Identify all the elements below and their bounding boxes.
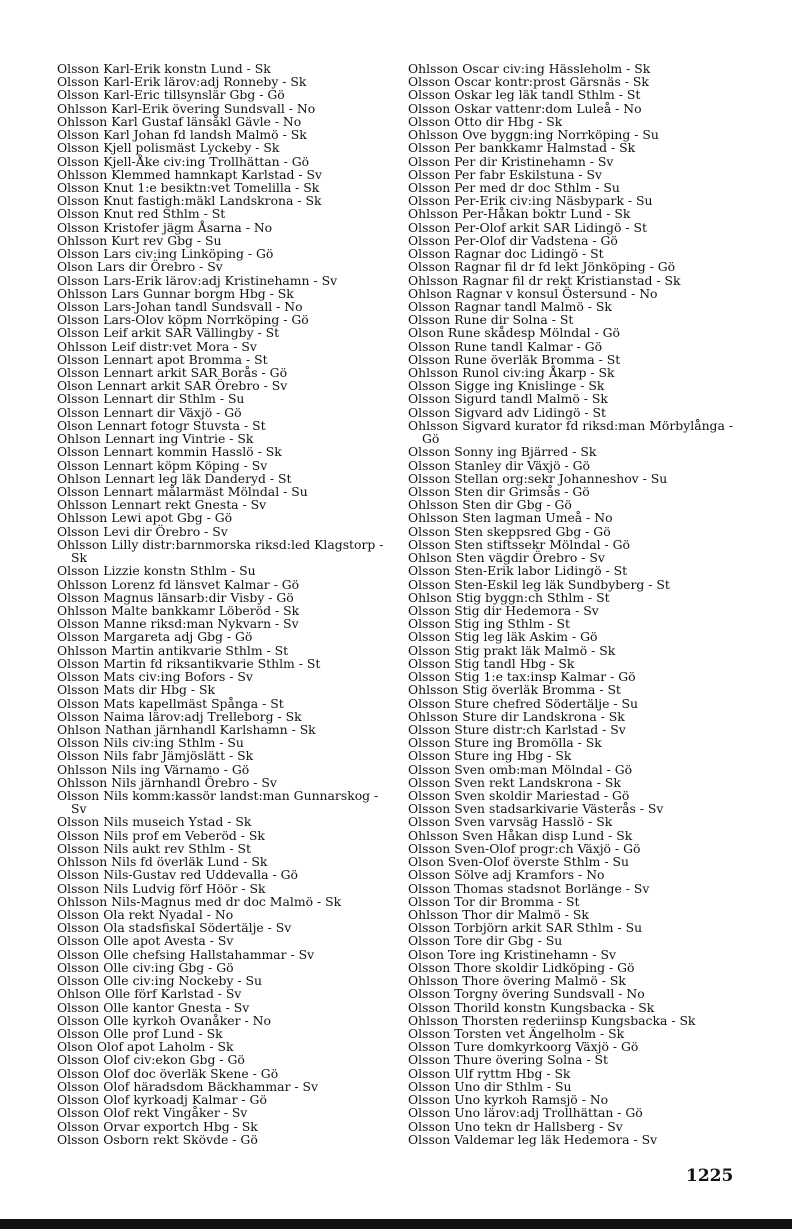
directory-entry: Ohlsson Martin antikvarie Sthlm - St [57,642,289,658]
directory-entry: Olsson Kjell polismäst Lyckeby - Sk [57,140,280,156]
directory-entry: Ohlsson Lilly distr:barnmorska riksd:led Klagstorp - Sk [57,536,384,566]
directory-entry: Olsson Stig 1:e tax:insp Kalmar - Gö [408,669,636,685]
directory-entry: Olsson Ulf ryttm Hbg - Sk [408,1065,571,1081]
directory-entry: Olsson Lars-Erik lärov:adj Kristinehamn - Sv [57,272,338,288]
directory-entry: Olsson Olle civ:ing Nockeby - Su [57,973,263,989]
directory-entry: Ohlsson Lewi apot Gbg - Gö [57,510,233,526]
directory-entry: Olsson Lars-Olov köpm Norrköping - Gö [57,312,309,328]
directory-entry: Olsson Ragnar tandl Malmö - Sk [408,298,612,314]
directory-entry: Olsson Olof doc överläk Skene - Gö [57,1065,279,1081]
directory-entry: Ohlsson Sture dir Landskrona - Sk [408,708,625,724]
directory-entry: Olsson Nils museich Ystad - Sk [57,814,252,830]
directory-entry: Olsson Sture ing Bromölla - Sk [408,735,602,751]
directory-entry: Olsson Oskar vattenr:dom Luleå - No [408,100,642,116]
directory-entry: Olsson Valdemar leg läk Hedemora - Sv [408,1131,658,1147]
directory-entry: Olsson Nils fabr Jämjöslätt - Sk [57,748,254,764]
directory-entry: Olsson Kristofer jägm Åsarna - No [57,219,273,235]
directory-entry: Olsson Otto dir Hbg - Sk [408,113,563,129]
directory-entry: Olsson Sten skeppsred Gbg - Gö [408,523,611,539]
directory-entry: Olsson Olle chefsing Hallstahammar - Sv [57,946,315,962]
directory-entry: Olsson Stig dir Hedemora - Sv [408,602,599,618]
directory-entry: Olsson Olle civ:ing Gbg - Gö [57,959,234,975]
directory-entry: Ohlsson Sven Håkan disp Lund - Sk [408,827,633,843]
directory-entry: Olsson Stig tandl Hbg - Sk [408,655,575,671]
directory-entry: Olsson Olle kyrkoh Ovanåker - No [57,1012,271,1028]
directory-entry: Olsson Olle apot Avesta - Sv [57,933,234,949]
directory-entry: Olsson Karl Johan fd landsh Malmö - Sk [57,127,307,143]
directory-entry: Olsson Ragnar doc Lidingö - St [408,246,604,262]
directory-entry: Olsson Nils Ludvig förf Höör - Sk [57,880,266,896]
directory-entry: Olsson Sture chefred Södertälje - Su [408,695,638,711]
directory-entry: Olsson Sten-Erik labor Lidingö - St [408,563,628,579]
directory-entry: Ohlsson Kurt rev Gbg - Su [57,232,222,248]
directory-entry: Olsson Orvar exportch Hbg - Sk [57,1118,258,1134]
directory-entry: Olsson Olof kyrkoadj Kalmar - Gö [57,1092,267,1108]
directory-entry: Olsson Oskar leg läk tandl Sthlm - St [408,87,641,103]
directory-entry: Ohlsson Leif distr:vet Mora - Sv [57,338,257,354]
directory-entry: Olsson Tor dir Bromma - St [408,893,580,909]
directory-entry: Olson Sven-Olof överste Sthlm - Su [408,854,629,870]
directory-entry: Olsson Knut red Sthlm - St [57,206,226,222]
directory-entry: Olsson Olle prof Lund - Sk [57,1025,223,1041]
directory-entry: Olsson Sven rekt Landskrona - Sk [408,774,621,790]
directory-entry: Olsson Per med dr doc Sthlm - Su [408,179,620,195]
directory-entry: Olsson Sven varvsäg Hasslö - Sk [408,814,613,830]
directory-entry: Olsson Lennart dir Växjö - Gö [57,404,242,420]
directory-entry: Olsson Naima lärov:adj Trelleborg - Sk [57,708,302,724]
directory-entry: Olsson Sigurd tandl Malmö - Sk [408,391,608,407]
directory-entry: Olsson Sigge ing Knislinge - Sk [408,378,605,394]
directory-entry: Olsson Olof rekt Vingåker - Sv [57,1105,248,1121]
bottom-rule [0,1219,792,1229]
directory-entry: Olsson Ola stadsfiskal Södertälje - Sv [57,920,292,936]
directory-entry: Olsson Stig leg läk Askim - Gö [408,629,598,645]
directory-entry: Ohlsson Oscar civ:ing Hässleholm - Sk [408,61,651,76]
directory-entry: Olsson Thomas stadsnot Borlänge - Sv [408,880,650,896]
directory-entry: Olsson Per-Olof arkit SAR Lidingö - St [408,219,647,235]
directory-entry: Olsson Olle kantor Gnesta - Sv [57,999,250,1015]
directory-entry: Olsson Oscar kontr:prost Gärsnäs - Sk [408,74,649,90]
directory-entry: Ohlsson Lorenz fd länsvet Kalmar - Gö [57,576,300,592]
directory-entry: Ohlsson Thorsten rederiinsp Kungsbacka - Sk [408,1012,696,1028]
directory-entry: Olsson Karl-Erik lärov:adj Ronneby - Sk [57,74,307,90]
directory-entry: Olson Lars dir Örebro - Sv [57,259,223,275]
directory-entry: Olson Tore ing Kristinehamn - Sv [408,946,617,962]
directory-entry: Olsson Stellan org:sekr Johanneshov - Su [408,470,668,486]
directory-entry: Ohlsson Karl Gustaf länsåkl Gävle - No [57,113,302,129]
directory-entry: Olsson Martin fd riksantikvarie Sthlm - St [57,655,321,671]
directory-entry: Olsson Torbjörn arkit SAR Sthlm - Su [408,920,643,936]
directory-entry: Olsson Nils civ:ing Sthlm - Su [57,735,244,751]
directory-entry: Olson Rune skådesp Mölndal - Gö [408,325,620,341]
directory-entry: Ohlson Ragnar v konsul Östersund - No [408,285,658,301]
directory-entry: Olsson Uno dir Sthlm - Su [408,1078,572,1094]
directory-entry: Olsson Sture ing Hbg - Sk [408,748,572,764]
directory-entry: Ohlson Stig byggn:ch Sthlm - St [408,589,610,605]
directory-entry: Ohlsson Ove byggn:ing Norrköping - Su [408,127,659,143]
directory-entry: Ohlson Olle förf Karlstad - Sv [57,986,242,1002]
directory-entry: Olsson Knut fastigh:mäkl Landskrona - Sk [57,193,322,209]
directory-entry: Olsson Stig ing Sthlm - St [408,616,571,632]
directory-entry: Olsson Rune överläk Bromma - St [408,351,621,367]
directory-entry: Olson Olof apot Laholm - Sk [57,1039,234,1055]
directory-entry: Ohlson Nathan järnhandl Karlshamn - Sk [57,721,316,737]
directory-entry: Ohlsson Lars Gunnar borgm Hbg - Sk [57,285,294,301]
directory-entry: Olsson Nils komm:kassör landst:man Gunnarskog - Sv [57,788,379,817]
directory-entry: Olsson Kjell-Åke civ:ing Trollhättan - Gö [57,153,310,169]
directory-entry: Olsson Sven omb:man Mölndal - Gö [408,761,633,777]
directory-entry: Olsson Uno lärov:adj Trollhättan - Gö [408,1105,643,1121]
directory-entry: Olsson Ture domkyrkoorg Växjö - Gö [408,1039,639,1055]
directory-entry: Ohlsson Nils järnhandl Örebro - Sv [57,774,277,790]
directory-entry: Olsson Levi dir Örebro - Sv [57,523,228,539]
directory-entry: Ohlsson Sten dir Gbg - Gö [408,497,572,513]
directory-entry: Olsson Lennart apot Bromma - St [57,351,268,367]
directory-entry: Olsson Olof häradsdom Bäckhammar - Sv [57,1078,319,1094]
directory-entry: Ohlsson Sten lagman Umeå - No [408,510,613,526]
directory-entry: Olsson Per dir Kristinehamn - Sv [408,153,614,169]
directory-entry: Olsson Leif arkit SAR Vällingby - St [57,325,280,341]
directory-entry: Olsson Margareta adj Gbg - Gö [57,629,253,645]
directory-entry: Olsson Uno kyrkoh Ramsjö - No [408,1092,609,1108]
directory-entry: Olsson Lennart dir Sthlm - Su [57,391,245,407]
directory-entry: Olsson Rune tandl Kalmar - Gö [408,338,603,354]
directory-entry: Olsson Lennart kommin Hasslö - Sk [57,444,282,460]
directory-entry: Olsson Lars civ:ing Linköping - Gö [57,246,274,262]
directory-entry: Ohlsson Nils ing Värnamo - Gö [57,761,250,777]
directory-entry: Ohlsson Sigvard kurator fd riksd:man Mörbylånga - Gö [408,417,734,447]
directory-entry: Olsson Stanley dir Växjö - Gö [408,457,590,473]
directory-entry: Olsson Thorild konstn Kungsbacka - Sk [408,999,655,1015]
directory-entry: Olson Lennart fotogr Stuvsta - St [57,417,266,433]
directory-entry: Olsson Karl-Eric tillsynslär Gbg - Gö [57,87,285,103]
directory-entry: Olson Lennart arkit SAR Örebro - Sv [57,378,288,394]
directory-entry: Olsson Olof civ:ekon Gbg - Gö [57,1052,245,1068]
directory-entry: Olsson Nils prof em Veberöd - Sk [57,827,265,843]
page-number: 1225 [686,1166,734,1186]
directory-entry: Olsson Sölve adj Kramfors - No [408,867,605,883]
directory-entry: Ohlsson Klemmed hamnkapt Karlstad - Sv [57,166,323,182]
directory-entry: Olsson Sonny ing Bjärred - Sk [408,444,597,460]
directory-entry: Olsson Mats kapellmäst Spånga - St [57,695,284,711]
directory-entry: Olsson Ola rekt Nyadal - No [57,907,234,922]
directory-entry: Olsson Sture distr:ch Karlstad - Sv [408,721,626,737]
directory-entry: Olsson Per fabr Eskilstuna - Sv [408,166,603,182]
left-column [57,62,397,1146]
directory-entry: Olsson Lizzie konstn Sthlm - Su [57,563,256,579]
directory-entry: Olsson Nils-Gustav red Uddevalla - Gö [57,867,298,883]
directory-entry: Olsson Lennart arkit SAR Borås - Gö [57,365,288,381]
directory-entry: Olsson Magnus länsarb:dir Visby - Gö [57,589,294,605]
directory-entry: Olsson Sven-Olof progr:ch Växjö - Gö [408,840,641,856]
directory-entry: Olsson Per bankkamr Halmstad - Sk [408,140,636,156]
directory-entry: Ohlsson Lennart rekt Gnesta - Sv [57,497,267,513]
directory-entry: Ohlsson Malte bankkamr Löberöd - Sk [57,602,300,618]
directory-entry: Olsson Sten-Eskil leg läk Sundbyberg - St [408,576,670,592]
directory-entry: Olsson Stig prakt läk Malmö - Sk [408,642,616,658]
directory-entry: Ohlsson Karl-Erik övering Sundsvall - No [57,100,316,116]
directory-entry: Olsson Lars-Johan tandl Sundsvall - No [57,298,303,314]
directory-entry: Ohlsson Stig överläk Bromma - St [408,682,621,698]
directory-entry: Olsson Lennart målarmäst Mölndal - Su [57,484,308,499]
directory-entry: Olsson Sten stiftssekr Mölndal - Gö [408,536,631,552]
directory-entry: Olsson Manne riksd:man Nykvarn - Sv [57,616,299,632]
directory-entry: Ohlson Sten vägdir Örebro - Sv [408,550,605,566]
directory-entry: Olsson Osborn rekt Skövde - Gö [57,1131,258,1147]
directory-entry: Olsson Ragnar fil dr fd lekt Jönköping - Gö [408,259,676,275]
right-column [408,62,746,1146]
directory-entry: Olsson Thore skoldir Lidköping - Gö [408,959,635,975]
directory-entry: Olsson Uno tekn dr Hallsberg - Sv [408,1118,623,1134]
directory-entry: Ohlsson Nils-Magnus med dr doc Malmö - Sk [57,893,342,909]
directory-entry: Ohlson Lennart leg läk Danderyd - St [57,470,292,486]
directory-entry: Olsson Sten dir Grimsås - Gö [408,484,590,499]
directory-entry: Ohlsson Ragnar fil dr rekt Kristianstad - Sk [408,272,681,288]
directory-entry: Olsson Rune dir Solna - St [408,312,574,328]
directory-entry: Olsson Torsten vet Ängelholm - Sk [408,1025,625,1041]
directory-entry: Olsson Mats dir Hbg - Sk [57,682,216,698]
directory-entry: Olsson Lennart köpm Köping - Sv [57,457,268,473]
directory-entry: Olsson Sven skoldir Mariestad - Gö [408,788,630,804]
directory-entry: Olsson Tore dir Gbg - Su [408,933,563,949]
directory-entry: Olsson Karl-Erik konstn Lund - Sk [57,61,271,76]
directory-entry: Ohlsson Nils fd överläk Lund - Sk [57,854,268,870]
directory-entry: Ohlsson Runol civ:ing Åkarp - Sk [408,365,615,381]
directory-entry: Olsson Sven stadsarkivarie Västerås - Sv [408,801,664,817]
directory-entry: Olsson Thure övering Solna - St [408,1052,608,1068]
directory-entry: Olsson Per-Olof dir Vadstena - Gö [408,232,618,248]
directory-entry: Olsson Knut 1:e besiktn:vet Tomelilla - Sk [57,179,320,195]
directory-entry: Olsson Torgny övering Sundsvall - No [408,986,645,1002]
directory-entry: Olsson Sigvard adv Lidingö - St [408,404,607,420]
directory-entry: Ohlsson Per-Håkan boktr Lund - Sk [408,206,631,222]
directory-entry: Ohlson Lennart ing Vintrie - Sk [57,431,254,447]
directory-entry: Ohlsson Thor dir Malmö - Sk [408,907,589,922]
directory-entry: Olsson Per-Erik civ:ing Näsbypark - Su [408,193,653,209]
directory-entry: Ohlsson Thore övering Malmö - Sk [408,973,626,989]
directory-entry: Olsson Mats civ:ing Bofors - Sv [57,669,253,685]
directory-entry: Olsson Nils aukt rev Sthlm - St [57,840,251,856]
